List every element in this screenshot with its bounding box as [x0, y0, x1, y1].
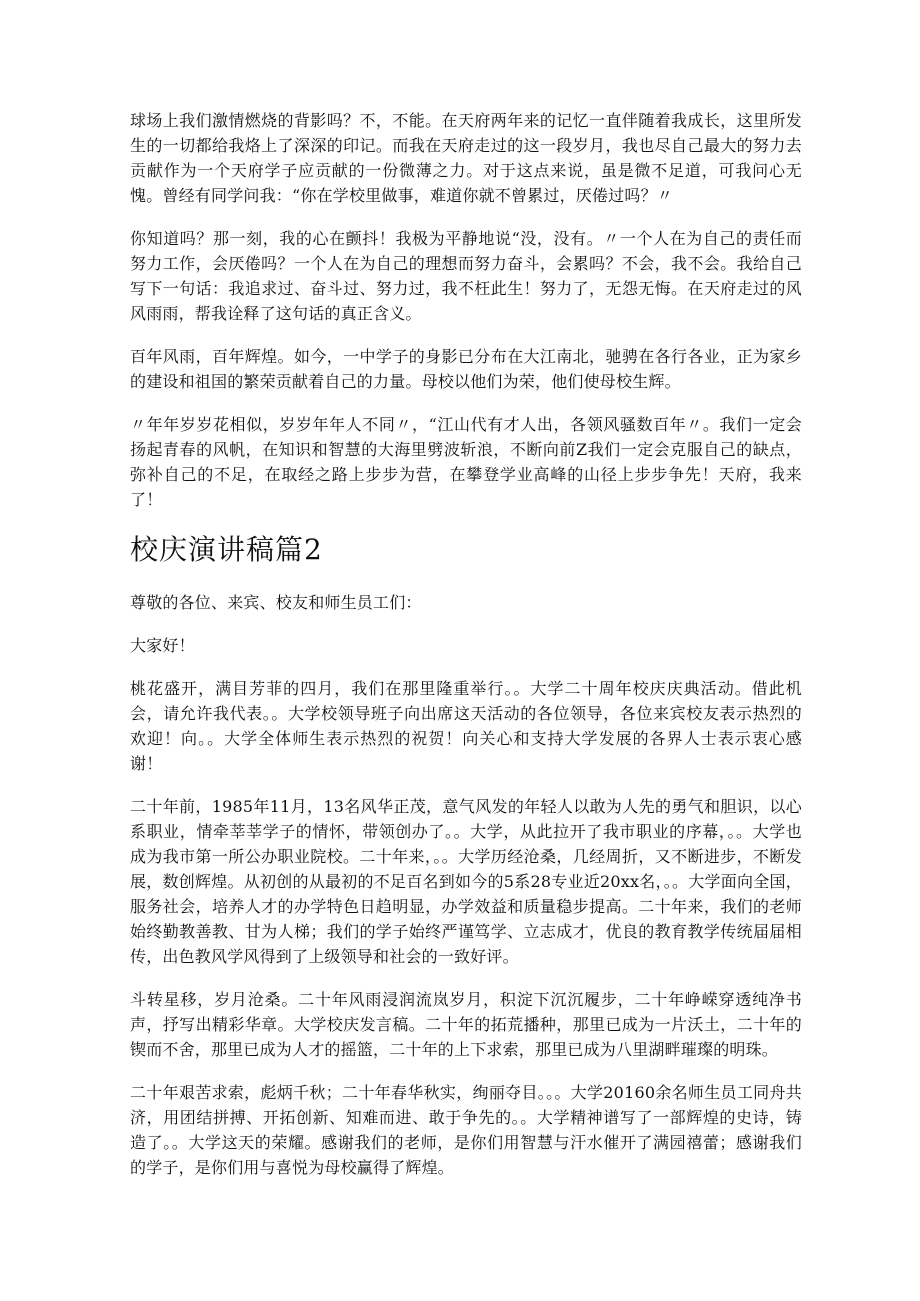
greeting: 大家好！ [130, 636, 195, 655]
paragraph-7: 斗转星移，岁月沧桑。二十年风雨浸润流岚岁月，积淀下沉沉履步，二十年峥嵘穿透纯净书声，抒写出精彩华章。大学校庆发言稿。二十年的拓荒播种，那里已成为一片沃土，二十年的锲而不舍，那里已成为人才的摇篮，二十年的上下求索，那里已成为八里湖畔璀璨的明珠。 [130, 990, 802, 1059]
paragraph-3: 百年风雨，百年辉煌。如今，一中学子的身影已分布在大江南北，驰骋在各行各业，正为家乡的建设和祖国的繁荣贡献着自己的力量。母校以他们为荣，他们使母校生辉。 [130, 347, 802, 391]
document-page [130, 108, 802, 1198]
salutation: 尊敬的各位、来宾、校友和师生员工们： [130, 593, 422, 612]
paragraph-4: 〃年年岁岁花相似，岁岁年年人不同〃，“江山代有才人出，各领风骚数百年〃。我们一定会扬起青春的风帆，在知识和智慧的大海里劈波斩浪，不断向前Z我们一定会克服自己的缺点，弥补自己的不足，在取经之路上步步为营，在攀登学业高峰的山径上步步争先！天府，我来了！ [130, 415, 802, 509]
paragraph-2: 你知道吗？那一刻，我的心在颤抖！我极为平静地说“没，没有。〃一个人在为自己的责任而努力工作，会厌倦吗？一个人在为自己的理想而努力奋斗，会累吗？不会，我不会。我给自己写下一句话：我追求过、奋斗过、努力过，我不枉此生！努力了，无怨无悔。在天府走过的风风雨雨，帮我诠释了这句话的真正含义。 [130, 229, 802, 323]
section-heading: 校庆演讲稿篇2 [130, 533, 323, 566]
paragraph-1: 球场上我们激情燃烧的背影吗？不，不能。在天府两年来的记忆一直伴随着我成长，这里所发生的一切都给我烙上了深深的印记。而我在天府走过的这一段岁月，我也尽自己最大的努力去贡献作为一个天府学子应贡献的一份微薄之力。对于这点来说，虽是微不足道，可我问心无愧。曾经有同学问我：“你在学校里做事，难道你就不曾累过，厌倦过吗？〃 [130, 111, 802, 205]
paragraph-6: 二十年前，1985年11月，13名风华正茂，意气风发的年轻人以敢为人先的勇气和胆识，以心系职业，情牵莘莘学子的情怀，带领创办了。。大学，从此拉开了我市职业的序幕，。。大学也成为我市第一所公办职业院校。二十年来，。。大学历经沧桑，几经周折，又不断进步，不断发展，数创辉煌。从初创的从最初的不足百名到如今的5系28专业近20xx名，。。大学面向全国，服务社会，培养人才的办学特色日趋明显，办学效益和质量稳步提高。二十年来，我们的老师始终勤教善教、甘为人梯；我们的学子始终严谨笃学、立志成才，优良的教育教学传统届届相传，出色教风学风得到了上级领导和社会的一致好评。 [130, 797, 802, 966]
paragraph-5: 桃花盛开，满目芳菲的四月，我们在那里隆重举行。。大学二十周年校庆庆典活动。借此机会，请允许我代表。。大学校领导班子向出席这天活动的各位领导，各位来宾校友表示热烈的欢迎！向。。大学全体师生表示热烈的祝贺！向关心和支持大学发展的各界人士表示衷心感谢！ [130, 679, 802, 773]
paragraph-8: 二十年艰苦求索，彪炳千秋；二十年春华秋实，绚丽夺目。。。大学20160余名师生员工同舟共济，用团结拼搏、开拓创新、知难而进、敢于争先的。。大学精神谱写了一部辉煌的史诗，铸造了。。大学这天的荣耀。感谢我们的老师，是你们用智慧与汗水催开了满园禧蕾；感谢我们的学子，是你们用与喜悦为母校赢得了辉煌。 [130, 1083, 802, 1177]
